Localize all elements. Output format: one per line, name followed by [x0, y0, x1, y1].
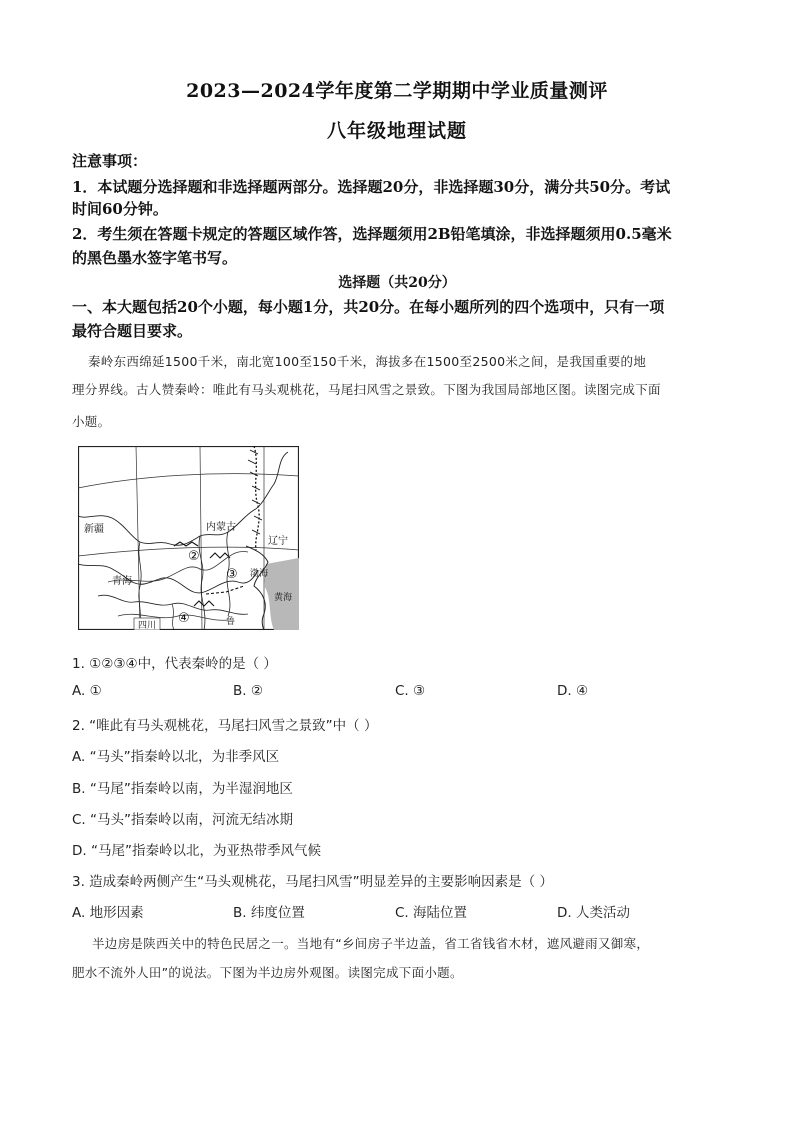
- map-marker-3: ③: [226, 567, 238, 582]
- passage-1-line-2: 理分界线。古人赞秦岭：唯此有马头观桃花，马尾扫风雪之景致。下图为我国局部地区图。读图完成下面: [72, 382, 661, 397]
- exam-subtitle: 八年级地理试题: [326, 120, 467, 142]
- question-2-option-a[interactable]: A. “马头”指秦岭以北，为非季风区: [72, 749, 280, 765]
- passage-1-line-3: 小题。: [72, 414, 111, 429]
- map-label-qinghai: 青海: [112, 576, 132, 587]
- map-label-bohai: 渤海: [250, 569, 269, 579]
- notice-item-1-line-2: 时间60分钟。: [72, 200, 168, 218]
- question-1-option-d[interactable]: D. ④: [557, 683, 589, 699]
- notice-heading: 注意事项：: [72, 152, 148, 170]
- question-2-option-b[interactable]: B. “马尾”指秦岭以南，为半湿润地区: [72, 781, 293, 797]
- notice-item-2-line-2: 的黑色墨水签字笔书写。: [72, 249, 238, 267]
- question-1-option-c[interactable]: C. ③: [395, 683, 426, 699]
- passage-2-line-2: 肥水不流外人田”的说法。下图为半边房外观图。读图完成下面小题。: [72, 965, 463, 980]
- question-3-stem: 3. 造成秦岭两侧产生“马头观桃花，马尾扫风雪”明显差异的主要影响因素是（ ）: [72, 874, 553, 890]
- exam-title: 2023—2024学年度第二学期期中学业质量测评: [186, 80, 608, 102]
- question-1-stem: 1. ①②③④中，代表秦岭的是（ ）: [72, 656, 277, 672]
- map-label-liaoning: 辽宁: [268, 536, 288, 547]
- question-3-option-c[interactable]: C. 海陆位置: [395, 905, 468, 921]
- passage-2-line-1: 半边房是陕西关中的特色民居之一。当地有“乡间房子半边盖，省工省钱省木材，遮风避雨又御寒，: [92, 936, 650, 951]
- map-label-huanghai: 黄海: [274, 593, 293, 603]
- notice-item-1-line-1: 1．本试题分选择题和非选择题两部分。选择题20分，非选择题30分，满分共50分。考试: [72, 178, 671, 196]
- question-3-option-d[interactable]: D. 人类活动: [557, 905, 630, 921]
- map-label-sichuan: 四川: [138, 621, 157, 630]
- question-3-option-b[interactable]: B. 纬度位置: [233, 905, 305, 921]
- question-2-stem: 2. “唯此有马头观桃花，马尾扫风雪之景致”中（ ）: [72, 718, 378, 734]
- question-1-option-b[interactable]: B. ②: [233, 683, 263, 699]
- regional-map-figure: [78, 446, 299, 630]
- map-label-lu: 鲁: [226, 617, 236, 627]
- notice-item-2-line-1: 2．考生须在答题卡规定的答题区域作答，选择题须用2B铅笔填涂，非选择题须用0.5毫米: [72, 225, 672, 243]
- map-marker-2: ②: [188, 549, 200, 564]
- question-1-option-a[interactable]: A. ①: [72, 683, 102, 699]
- map-label-neimenggu: 内蒙古: [206, 522, 236, 533]
- question-2-option-c[interactable]: C. “马头”指秦岭以南，河流无结冰期: [72, 812, 293, 828]
- map-label-xinjiang: 新疆: [84, 524, 104, 535]
- section-instruction-line-2: 最符合题目要求。: [72, 322, 193, 340]
- section-instruction-line-1: 一、本大题包括20个小题，每小题1分，共20分。在每小题所列的四个选项中，只有一项: [72, 298, 665, 316]
- map-marker-4: ④: [178, 611, 190, 626]
- question-3-option-a[interactable]: A. 地形因素: [72, 905, 144, 921]
- passage-1-line-1: 秦岭东西绵延1500千米，南北宽100至150千米，海拔多在1500至2500米之间，是我国重要的地: [88, 354, 647, 369]
- section-title: 选择题（共20分）: [338, 275, 456, 291]
- question-2-option-d[interactable]: D. “马尾”指秦岭以北，为亚热带季风气候: [72, 843, 321, 859]
